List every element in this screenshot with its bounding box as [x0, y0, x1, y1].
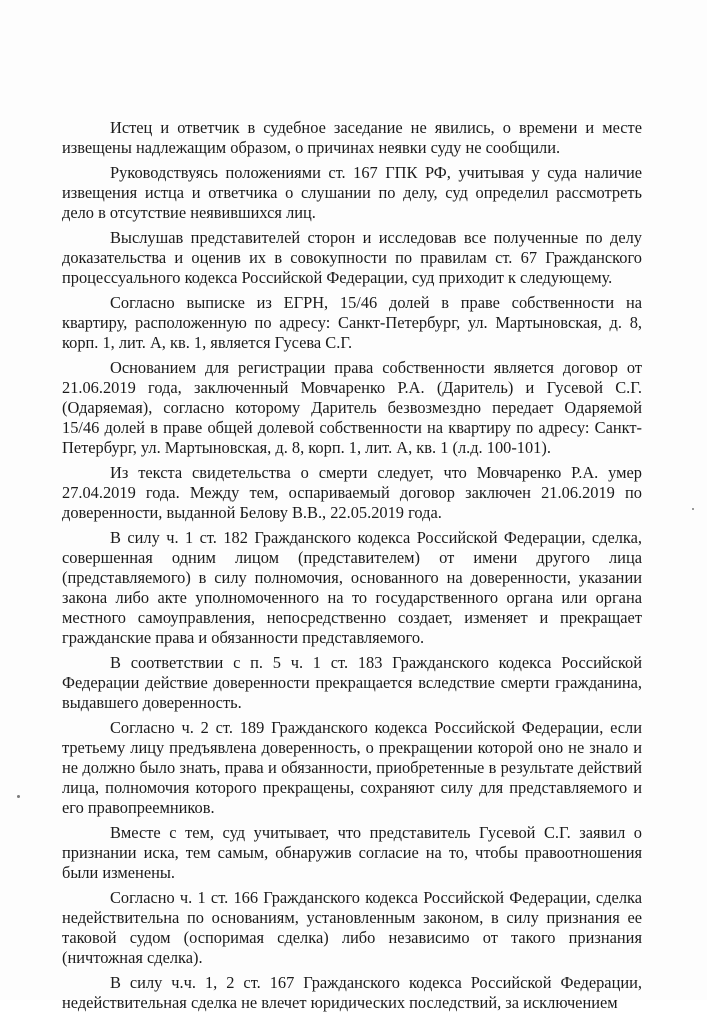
paragraph-article-182: В силу ч. 1 ст. 182 Гражданского кодекса Российской Федерации, сделка, совершенная одним лицом (представителем) от имени другого лица (представляемого) в силу полномочия, основанного на доверенности, указании закона либо акте уполномоченного на то государственного органа или органа местного самоуправления, непосредственно создает, изменяет и прекращает гражданские права и обязанности представляемого. [62, 528, 642, 647]
scan-speck [692, 508, 694, 510]
document-body [62, 118, 642, 1013]
paragraph-claim-admission: Вместе с тем, суд учитывает, что представитель Гусевой С.Г. заявил о признании иска, тем самым, обнаружив согласие на то, чтобы правоотношения были изменены. [62, 823, 642, 882]
paragraph-evidence-review: Выслушав представителей сторон и исследовав все полученные по делу доказательства и оценив их в совокупности по правилам ст. 67 Гражданского процессуального кодекса Российской Федерации, суд приходит к следующему. [62, 228, 642, 287]
paragraph-gift-agreement: Основанием для регистрации права собственности является договор от 21.06.2019 года, заключенный Мовчаренко Р.А. (Даритель) и Гусевой С.Г. (Одаряемая), согласно которому Даритель безвозмездно передает Одаряемой 15/46 долей в праве общей долевой собственности на квартиру по адресу: Санкт-Петербург, ул. Мартыновская, д. 8, корп. 1, лит. А, кв. 1 (л.д. 100-101). [62, 358, 642, 457]
paragraph-egrn-extract: Согласно выписке из ЕГРН, 15/46 долей в праве собственности на квартиру, расположенную по адресу: Санкт-Петербург, ул. Мартыновская, д. 8, корп. 1, лит. А, кв. 1, является Гусева С.Г. [62, 293, 642, 352]
paragraph-parties-absence: Истец и ответчик в судебное заседание не явились, о времени и месте извещены надлежащим образом, о причинах неявки суду не сообщили. [62, 118, 642, 157]
paragraph-article-167: В силу ч.ч. 1, 2 ст. 167 Гражданского кодекса Российской Федерации, недействительная сделка не влечет юридических последствий, за исключением [62, 973, 642, 1012]
paragraph-death-certificate: Из текста свидетельства о смерти следует, что Мовчаренко Р.А. умер 27.04.2019 года. Между тем, оспариваемый договор заключен 21.06.2019 по доверенности, выданной Белову В.В., 22.05.2019 года. [62, 463, 642, 522]
paragraph-article-189: Согласно ч. 2 ст. 189 Гражданского кодекса Российской Федерации, если третьему лицу предъявлена доверенность, о прекращении которой оно не знало и не должно было знать, права и обязанности, приобретенные в результате действий лица, полномочия которого прекращены, сохраняют силу для представляемого и его правопреемников. [62, 718, 642, 817]
paragraph-procedure-basis: Руководствуясь положениями ст. 167 ГПК РФ, учитывая у суда наличие извещения истца и ответчика о слушании по делу, суд определил рассмотреть дело в отсутствие неявившихся лиц. [62, 163, 642, 222]
paragraph-article-166: Согласно ч. 1 ст. 166 Гражданского кодекса Российской Федерации, сделка недействительна по основаниям, установленным законом, в силу признания ее таковой судом (оспоримая сделка) либо независимо от такого признания (ничтожная сделка). [62, 888, 642, 967]
scan-speck [17, 795, 20, 798]
paragraph-article-183: В соответствии с п. 5 ч. 1 ст. 183 Гражданского кодекса Российской Федерации действие доверенности прекращается вследствие смерти гражданина, выдавшего доверенность. [62, 653, 642, 712]
